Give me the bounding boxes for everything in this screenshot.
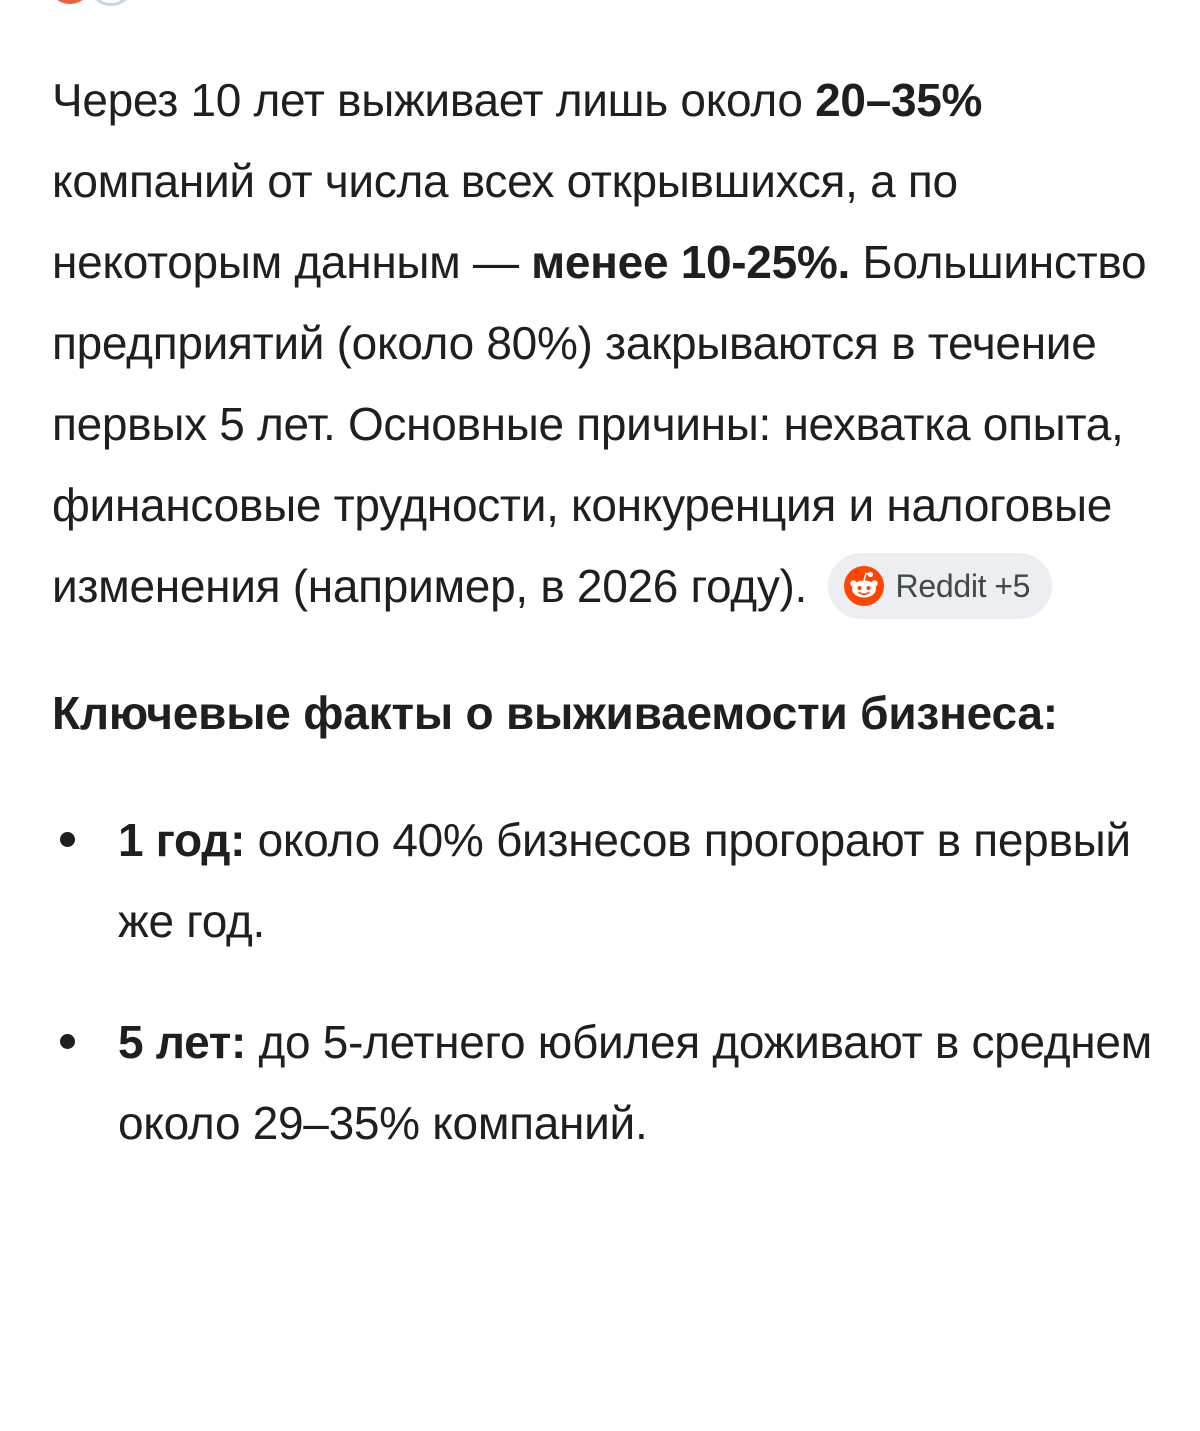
intro-text: Большинство предприятий (около 80%) закрываются в течение первых 5 лет. Основные причины: нехватка опыта, финансовые трудности, конкуренция и налоговые изменения (например, в 2026 году). [52, 236, 1147, 612]
source-chip-count: +5 [994, 567, 1031, 604]
fact-label: 5 лет: [118, 1016, 247, 1068]
source-avatars [40, 0, 180, 10]
bullet-icon [60, 832, 75, 847]
source-avatar-icon [48, 0, 92, 4]
source-chip-label: Reddit [895, 567, 987, 604]
list-item [52, 800, 1162, 962]
reddit-icon [844, 566, 884, 606]
intro-text: Через 10 лет выживает лишь около [52, 74, 816, 126]
source-avatar-icon [88, 0, 134, 6]
bullet-icon [60, 1034, 75, 1049]
intro-text: компаний от числа всех открывшихся, а по некоторым данным — [52, 155, 958, 288]
answer-content [52, 60, 1162, 1204]
fact-text: до 5-летнего юбилея доживают в среднем около 29–35% компаний. [118, 1016, 1152, 1149]
fact-text: около 40% бизнесов прогорают в первый же год. [118, 814, 1131, 947]
intro-highlight: 20–35% [815, 74, 983, 126]
section-heading: Ключевые факты о выживаемости бизнеса: [52, 687, 1058, 739]
source-chip-button[interactable] [828, 553, 1053, 619]
intro-highlight: менее 10-25%. [531, 236, 850, 288]
intro-paragraph [52, 60, 1162, 627]
list-item [52, 1002, 1162, 1164]
facts-list [52, 800, 1162, 1164]
fact-label: 1 год: [118, 814, 246, 866]
